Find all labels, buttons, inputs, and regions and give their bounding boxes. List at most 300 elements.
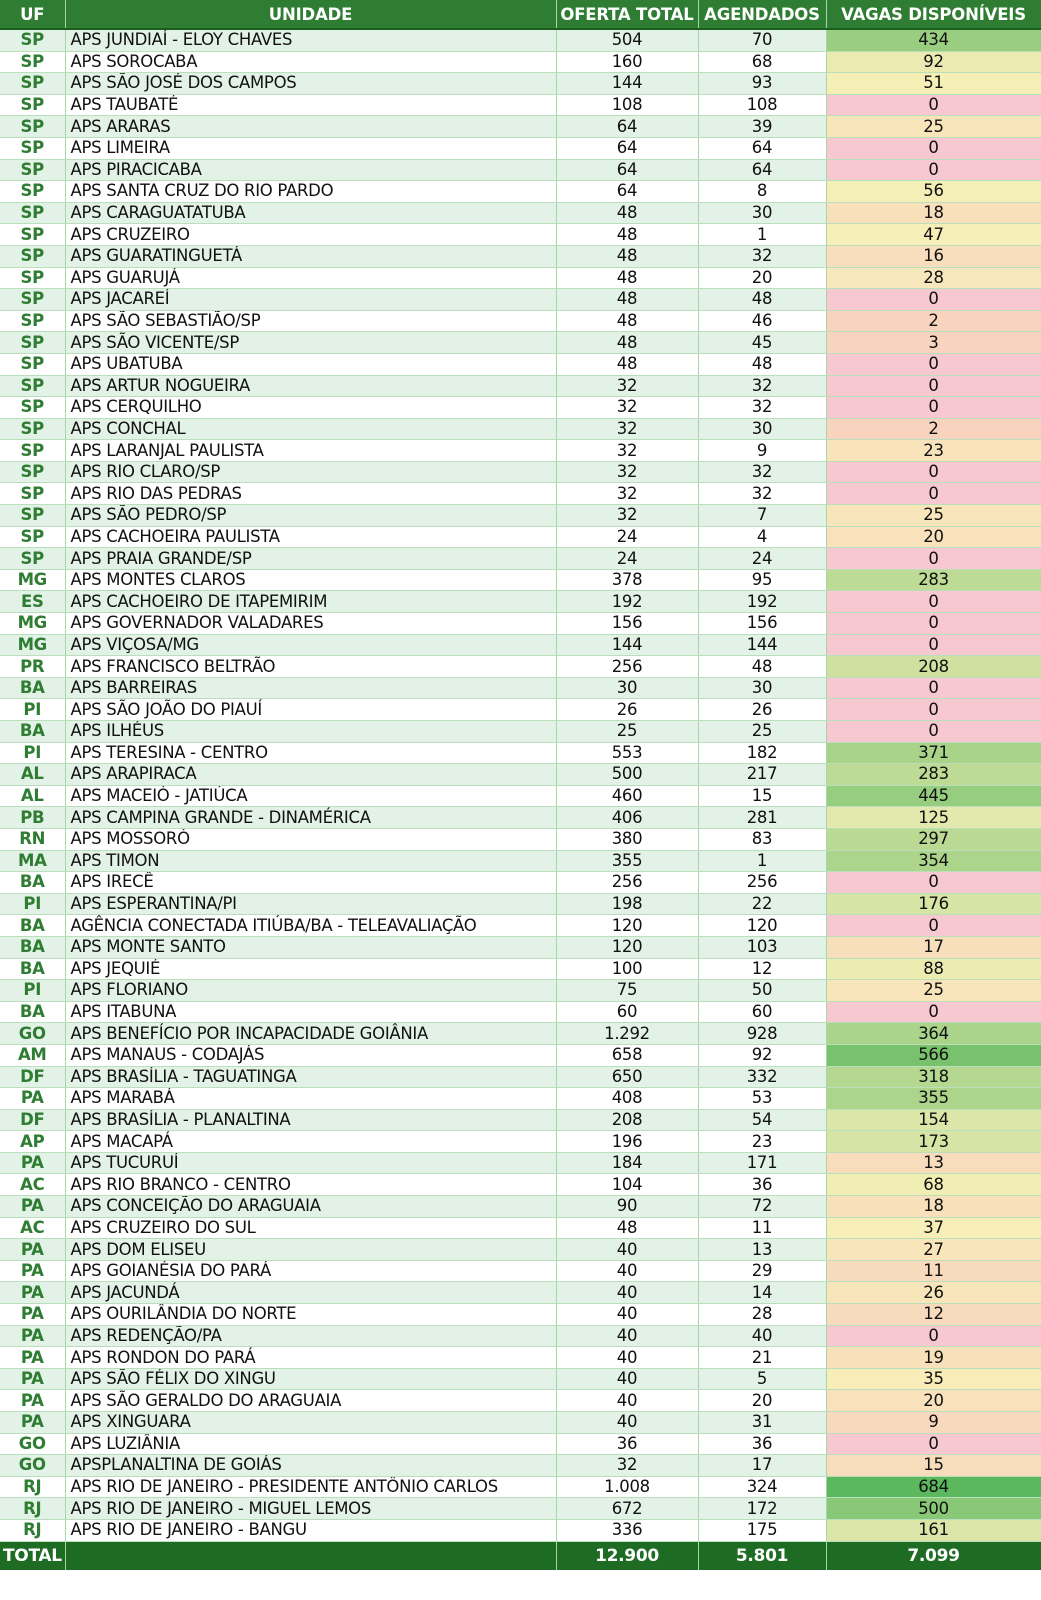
oferta-cell[interactable]: 40 bbox=[556, 1304, 698, 1326]
agendados-cell[interactable]: 28 bbox=[698, 1304, 826, 1326]
table-row[interactable] bbox=[0, 893, 1041, 915]
vagas-cell[interactable]: 371 bbox=[826, 742, 1041, 764]
oferta-cell[interactable]: 406 bbox=[556, 807, 698, 829]
agendados-cell[interactable]: 22 bbox=[698, 893, 826, 915]
uf-cell[interactable]: DF bbox=[0, 1066, 65, 1088]
table-row[interactable] bbox=[0, 1109, 1041, 1131]
vagas-cell[interactable]: 47 bbox=[826, 224, 1041, 246]
table-row[interactable] bbox=[0, 94, 1041, 116]
table-row[interactable] bbox=[0, 958, 1041, 980]
table-row[interactable] bbox=[0, 483, 1041, 505]
agendados-cell[interactable]: 60 bbox=[698, 1001, 826, 1023]
unidade-cell[interactable]: APS CERQUILHO bbox=[65, 397, 556, 419]
vagas-cell[interactable]: 208 bbox=[826, 656, 1041, 678]
header-vagas-disponiveis[interactable]: VAGAS DISPONÍVEIS bbox=[826, 0, 1041, 29]
uf-cell[interactable]: AM bbox=[0, 1044, 65, 1066]
oferta-cell[interactable]: 500 bbox=[556, 764, 698, 786]
uf-cell[interactable]: BA bbox=[0, 958, 65, 980]
unidade-cell[interactable]: APS ARTUR NOGUEIRA bbox=[65, 375, 556, 397]
table-row[interactable] bbox=[0, 1239, 1041, 1261]
oferta-cell[interactable]: 100 bbox=[556, 958, 698, 980]
vagas-cell[interactable]: 0 bbox=[826, 159, 1041, 181]
oferta-cell[interactable]: 256 bbox=[556, 872, 698, 894]
unidade-cell[interactable]: APS DOM ELISEU bbox=[65, 1239, 556, 1261]
vagas-cell[interactable]: 173 bbox=[826, 1131, 1041, 1153]
oferta-cell[interactable]: 64 bbox=[556, 116, 698, 138]
agendados-cell[interactable]: 15 bbox=[698, 785, 826, 807]
unidade-cell[interactable]: APS SÃO GERALDO DO ARAGUAIA bbox=[65, 1390, 556, 1412]
table-row[interactable] bbox=[0, 440, 1041, 462]
unidade-cell[interactable]: APS LUZIÂNIA bbox=[65, 1433, 556, 1455]
oferta-cell[interactable]: 32 bbox=[556, 397, 698, 419]
unidade-cell[interactable]: APS CONCHAL bbox=[65, 418, 556, 440]
vagas-cell[interactable]: 0 bbox=[826, 1433, 1041, 1455]
unidade-cell[interactable]: APS SÃO JOÃO DO PIAUÍ bbox=[65, 699, 556, 721]
table-row[interactable] bbox=[0, 1325, 1041, 1347]
uf-cell[interactable]: RJ bbox=[0, 1498, 65, 1520]
unidade-cell[interactable]: APS CRUZEIRO bbox=[65, 224, 556, 246]
oferta-cell[interactable]: 48 bbox=[556, 202, 698, 224]
table-row[interactable] bbox=[0, 1217, 1041, 1239]
oferta-cell[interactable]: 24 bbox=[556, 548, 698, 570]
oferta-cell[interactable]: 26 bbox=[556, 699, 698, 721]
agendados-cell[interactable]: 30 bbox=[698, 418, 826, 440]
agendados-cell[interactable]: 8 bbox=[698, 181, 826, 203]
agendados-cell[interactable]: 14 bbox=[698, 1282, 826, 1304]
uf-cell[interactable]: SP bbox=[0, 332, 65, 354]
table-row[interactable] bbox=[0, 1044, 1041, 1066]
agendados-cell[interactable]: 20 bbox=[698, 267, 826, 289]
table-row[interactable] bbox=[0, 828, 1041, 850]
table-row[interactable] bbox=[0, 1304, 1041, 1326]
table-row[interactable] bbox=[0, 1066, 1041, 1088]
unidade-cell[interactable]: APS ARAPIRACA bbox=[65, 764, 556, 786]
vagas-cell[interactable]: 0 bbox=[826, 699, 1041, 721]
oferta-cell[interactable]: 40 bbox=[556, 1260, 698, 1282]
vagas-cell[interactable]: 20 bbox=[826, 526, 1041, 548]
uf-cell[interactable]: PR bbox=[0, 656, 65, 678]
unidade-cell[interactable]: APS SÃO PEDRO/SP bbox=[65, 505, 556, 527]
unidade-cell[interactable]: APS SÃO JOSÉ DOS CAMPOS bbox=[65, 73, 556, 95]
vagas-cell[interactable]: 92 bbox=[826, 51, 1041, 73]
agendados-cell[interactable]: 48 bbox=[698, 289, 826, 311]
uf-cell[interactable]: AL bbox=[0, 764, 65, 786]
uf-cell[interactable]: SP bbox=[0, 418, 65, 440]
vagas-cell[interactable]: 0 bbox=[826, 915, 1041, 937]
agendados-cell[interactable]: 32 bbox=[698, 483, 826, 505]
vagas-cell[interactable]: 283 bbox=[826, 764, 1041, 786]
vagas-cell[interactable]: 318 bbox=[826, 1066, 1041, 1088]
agendados-cell[interactable]: 256 bbox=[698, 872, 826, 894]
oferta-cell[interactable]: 48 bbox=[556, 332, 698, 354]
vagas-cell[interactable]: 16 bbox=[826, 245, 1041, 267]
agendados-cell[interactable]: 92 bbox=[698, 1044, 826, 1066]
agendados-cell[interactable]: 324 bbox=[698, 1476, 826, 1498]
table-row[interactable] bbox=[0, 936, 1041, 958]
oferta-cell[interactable]: 336 bbox=[556, 1519, 698, 1541]
agendados-cell[interactable]: 156 bbox=[698, 613, 826, 635]
vagas-cell[interactable]: 445 bbox=[826, 785, 1041, 807]
oferta-cell[interactable]: 40 bbox=[556, 1390, 698, 1412]
agendados-cell[interactable]: 5 bbox=[698, 1368, 826, 1390]
unidade-cell[interactable]: APS CACHOEIRO DE ITAPEMIRIM bbox=[65, 591, 556, 613]
table-row[interactable] bbox=[0, 785, 1041, 807]
uf-cell[interactable]: SP bbox=[0, 483, 65, 505]
oferta-cell[interactable]: 36 bbox=[556, 1433, 698, 1455]
vagas-cell[interactable]: 0 bbox=[826, 634, 1041, 656]
oferta-cell[interactable]: 104 bbox=[556, 1174, 698, 1196]
uf-cell[interactable]: SP bbox=[0, 526, 65, 548]
agendados-cell[interactable]: 7 bbox=[698, 505, 826, 527]
table-row[interactable] bbox=[0, 1174, 1041, 1196]
table-row[interactable] bbox=[0, 807, 1041, 829]
vagas-cell[interactable]: 19 bbox=[826, 1347, 1041, 1369]
table-row[interactable] bbox=[0, 591, 1041, 613]
unidade-cell[interactable]: APS REDENÇÃO/PA bbox=[65, 1325, 556, 1347]
unidade-cell[interactable]: APS CARAGUATATUBA bbox=[65, 202, 556, 224]
table-row[interactable] bbox=[0, 1131, 1041, 1153]
uf-cell[interactable]: BA bbox=[0, 721, 65, 743]
oferta-cell[interactable]: 40 bbox=[556, 1325, 698, 1347]
unidade-cell[interactable]: APS MONTES CLAROS bbox=[65, 569, 556, 591]
vagas-cell[interactable]: 0 bbox=[826, 721, 1041, 743]
uf-cell[interactable]: PA bbox=[0, 1304, 65, 1326]
table-row[interactable] bbox=[0, 397, 1041, 419]
table-row[interactable] bbox=[0, 569, 1041, 591]
vagas-cell[interactable]: 0 bbox=[826, 94, 1041, 116]
table-row[interactable] bbox=[0, 1088, 1041, 1110]
oferta-cell[interactable]: 198 bbox=[556, 893, 698, 915]
oferta-cell[interactable]: 32 bbox=[556, 418, 698, 440]
oferta-cell[interactable]: 460 bbox=[556, 785, 698, 807]
table-row[interactable] bbox=[0, 267, 1041, 289]
table-row[interactable] bbox=[0, 1023, 1041, 1045]
table-row[interactable] bbox=[0, 1519, 1041, 1541]
table-row[interactable] bbox=[0, 1347, 1041, 1369]
uf-cell[interactable]: SP bbox=[0, 245, 65, 267]
unidade-cell[interactable]: APS CONCEIÇÃO DO ARAGUAIA bbox=[65, 1196, 556, 1218]
vagas-cell[interactable]: 27 bbox=[826, 1239, 1041, 1261]
vagas-cell[interactable]: 25 bbox=[826, 980, 1041, 1002]
agendados-cell[interactable]: 182 bbox=[698, 742, 826, 764]
vagas-cell[interactable]: 9 bbox=[826, 1412, 1041, 1434]
vagas-cell[interactable]: 13 bbox=[826, 1152, 1041, 1174]
unidade-cell[interactable]: APS IRECÊ bbox=[65, 872, 556, 894]
table-row[interactable] bbox=[0, 1196, 1041, 1218]
agendados-cell[interactable]: 40 bbox=[698, 1325, 826, 1347]
uf-cell[interactable]: SP bbox=[0, 29, 65, 51]
oferta-cell[interactable]: 672 bbox=[556, 1498, 698, 1520]
oferta-cell[interactable]: 378 bbox=[556, 569, 698, 591]
vagas-cell[interactable]: 566 bbox=[826, 1044, 1041, 1066]
unidade-cell[interactable]: APS SÃO FÉLIX DO XINGU bbox=[65, 1368, 556, 1390]
unidade-cell[interactable]: APS ILHÉUS bbox=[65, 721, 556, 743]
agendados-cell[interactable]: 32 bbox=[698, 245, 826, 267]
table-row[interactable] bbox=[0, 721, 1041, 743]
vagas-cell[interactable]: 2 bbox=[826, 310, 1041, 332]
unidade-cell[interactable]: APS JUNDIAÍ - ELOY CHAVES bbox=[65, 29, 556, 51]
agendados-cell[interactable]: 64 bbox=[698, 159, 826, 181]
agendados-cell[interactable]: 31 bbox=[698, 1412, 826, 1434]
agendados-cell[interactable]: 36 bbox=[698, 1174, 826, 1196]
uf-cell[interactable]: PB bbox=[0, 807, 65, 829]
agendados-cell[interactable]: 30 bbox=[698, 677, 826, 699]
unidade-cell[interactable]: APS MANAUS - CODAJÁS bbox=[65, 1044, 556, 1066]
uf-cell[interactable]: RN bbox=[0, 828, 65, 850]
agendados-cell[interactable]: 72 bbox=[698, 1196, 826, 1218]
vagas-cell[interactable]: 56 bbox=[826, 181, 1041, 203]
unidade-cell[interactable]: APS ESPERANTINA/PI bbox=[65, 893, 556, 915]
table-row[interactable] bbox=[0, 289, 1041, 311]
agendados-cell[interactable]: 23 bbox=[698, 1131, 826, 1153]
uf-cell[interactable]: MG bbox=[0, 634, 65, 656]
oferta-cell[interactable]: 64 bbox=[556, 181, 698, 203]
unidade-cell[interactable]: APS FLORIANO bbox=[65, 980, 556, 1002]
unidade-cell[interactable]: APS RONDON DO PARÁ bbox=[65, 1347, 556, 1369]
oferta-cell[interactable]: 380 bbox=[556, 828, 698, 850]
uf-cell[interactable]: SP bbox=[0, 181, 65, 203]
table-row[interactable] bbox=[0, 1390, 1041, 1412]
agendados-cell[interactable]: 48 bbox=[698, 353, 826, 375]
vagas-cell[interactable]: 125 bbox=[826, 807, 1041, 829]
vagas-cell[interactable]: 25 bbox=[826, 505, 1041, 527]
unidade-cell[interactable]: APS SÃO SEBASTIÃO/SP bbox=[65, 310, 556, 332]
table-row[interactable] bbox=[0, 1001, 1041, 1023]
table-row[interactable] bbox=[0, 51, 1041, 73]
uf-cell[interactable]: PA bbox=[0, 1088, 65, 1110]
agendados-cell[interactable]: 21 bbox=[698, 1347, 826, 1369]
uf-cell[interactable]: SP bbox=[0, 310, 65, 332]
table-row[interactable] bbox=[0, 1368, 1041, 1390]
table-row[interactable] bbox=[0, 332, 1041, 354]
uf-cell[interactable]: AC bbox=[0, 1174, 65, 1196]
table-row[interactable] bbox=[0, 742, 1041, 764]
vagas-cell[interactable]: 0 bbox=[826, 1325, 1041, 1347]
agendados-cell[interactable]: 217 bbox=[698, 764, 826, 786]
oferta-cell[interactable]: 40 bbox=[556, 1282, 698, 1304]
vagas-cell[interactable]: 0 bbox=[826, 483, 1041, 505]
unidade-cell[interactable]: APS LARANJAL PAULISTA bbox=[65, 440, 556, 462]
oferta-cell[interactable]: 108 bbox=[556, 94, 698, 116]
oferta-cell[interactable]: 40 bbox=[556, 1412, 698, 1434]
oferta-cell[interactable]: 355 bbox=[556, 850, 698, 872]
uf-cell[interactable]: SP bbox=[0, 137, 65, 159]
agendados-cell[interactable]: 103 bbox=[698, 936, 826, 958]
uf-cell[interactable]: SP bbox=[0, 548, 65, 570]
table-row[interactable] bbox=[0, 159, 1041, 181]
table-row[interactable] bbox=[0, 224, 1041, 246]
vagas-cell[interactable]: 2 bbox=[826, 418, 1041, 440]
unidade-cell[interactable]: APS RIO BRANCO - CENTRO bbox=[65, 1174, 556, 1196]
oferta-cell[interactable]: 32 bbox=[556, 375, 698, 397]
table-row[interactable] bbox=[0, 353, 1041, 375]
table-row[interactable] bbox=[0, 245, 1041, 267]
oferta-cell[interactable]: 32 bbox=[556, 440, 698, 462]
agendados-cell[interactable]: 171 bbox=[698, 1152, 826, 1174]
oferta-cell[interactable]: 553 bbox=[556, 742, 698, 764]
vagas-cell[interactable]: 28 bbox=[826, 267, 1041, 289]
agendados-cell[interactable]: 95 bbox=[698, 569, 826, 591]
unidade-cell[interactable]: APS TERESINA - CENTRO bbox=[65, 742, 556, 764]
vagas-cell[interactable]: 37 bbox=[826, 1217, 1041, 1239]
agendados-cell[interactable]: 45 bbox=[698, 332, 826, 354]
vagas-cell[interactable]: 0 bbox=[826, 397, 1041, 419]
unidade-cell[interactable]: APS SANTA CRUZ DO RIO PARDO bbox=[65, 181, 556, 203]
oferta-cell[interactable]: 160 bbox=[556, 51, 698, 73]
agendados-cell[interactable]: 25 bbox=[698, 721, 826, 743]
oferta-cell[interactable]: 156 bbox=[556, 613, 698, 635]
unidade-cell[interactable]: APS CACHOEIRA PAULISTA bbox=[65, 526, 556, 548]
oferta-cell[interactable]: 48 bbox=[556, 289, 698, 311]
agendados-cell[interactable]: 29 bbox=[698, 1260, 826, 1282]
unidade-cell[interactable]: APS FRANCISCO BELTRÃO bbox=[65, 656, 556, 678]
uf-cell[interactable]: MG bbox=[0, 569, 65, 591]
agendados-cell[interactable]: 30 bbox=[698, 202, 826, 224]
unidade-cell[interactable]: APS RIO CLARO/SP bbox=[65, 461, 556, 483]
vagas-cell[interactable]: 20 bbox=[826, 1390, 1041, 1412]
vagas-cell[interactable]: 283 bbox=[826, 569, 1041, 591]
vagas-cell[interactable]: 684 bbox=[826, 1476, 1041, 1498]
table-row[interactable] bbox=[0, 375, 1041, 397]
agendados-cell[interactable]: 281 bbox=[698, 807, 826, 829]
table-row[interactable] bbox=[0, 181, 1041, 203]
uf-cell[interactable]: PI bbox=[0, 742, 65, 764]
unidade-cell[interactable]: APS BRASÍLIA - TAGUATINGA bbox=[65, 1066, 556, 1088]
oferta-cell[interactable]: 40 bbox=[556, 1368, 698, 1390]
oferta-cell[interactable]: 504 bbox=[556, 29, 698, 51]
vagas-cell[interactable]: 0 bbox=[826, 613, 1041, 635]
unidade-cell[interactable]: APS BRASÍLIA - PLANALTINA bbox=[65, 1109, 556, 1131]
table-row[interactable] bbox=[0, 1498, 1041, 1520]
uf-cell[interactable]: ES bbox=[0, 591, 65, 613]
agendados-cell[interactable]: 4 bbox=[698, 526, 826, 548]
uf-cell[interactable]: SP bbox=[0, 94, 65, 116]
oferta-cell[interactable]: 120 bbox=[556, 936, 698, 958]
uf-cell[interactable]: BA bbox=[0, 872, 65, 894]
agendados-cell[interactable]: 1 bbox=[698, 224, 826, 246]
uf-cell[interactable]: SP bbox=[0, 505, 65, 527]
table-row[interactable] bbox=[0, 310, 1041, 332]
agendados-cell[interactable]: 50 bbox=[698, 980, 826, 1002]
unidade-cell[interactable]: APS RIO DE JANEIRO - PRESIDENTE ANTÔNIO CARLOS bbox=[65, 1476, 556, 1498]
unidade-cell[interactable]: APS MACAPÁ bbox=[65, 1131, 556, 1153]
oferta-cell[interactable]: 64 bbox=[556, 137, 698, 159]
unidade-cell[interactable]: APS BARREIRAS bbox=[65, 677, 556, 699]
table-row[interactable] bbox=[0, 461, 1041, 483]
vagas-cell[interactable]: 17 bbox=[826, 936, 1041, 958]
table-row[interactable] bbox=[0, 1152, 1041, 1174]
uf-cell[interactable]: AL bbox=[0, 785, 65, 807]
uf-cell[interactable]: PA bbox=[0, 1282, 65, 1304]
table-row[interactable] bbox=[0, 202, 1041, 224]
vagas-cell[interactable]: 0 bbox=[826, 289, 1041, 311]
agendados-cell[interactable]: 172 bbox=[698, 1498, 826, 1520]
uf-cell[interactable]: BA bbox=[0, 936, 65, 958]
vagas-cell[interactable]: 500 bbox=[826, 1498, 1041, 1520]
unidade-cell[interactable]: APS CAMPINA GRANDE - DINAMÉRICA bbox=[65, 807, 556, 829]
unidade-cell[interactable]: APS CRUZEIRO DO SUL bbox=[65, 1217, 556, 1239]
table-row[interactable] bbox=[0, 1455, 1041, 1477]
uf-cell[interactable]: GO bbox=[0, 1433, 65, 1455]
oferta-cell[interactable]: 208 bbox=[556, 1109, 698, 1131]
unidade-cell[interactable]: APS BENEFÍCIO POR INCAPACIDADE GOIÂNIA bbox=[65, 1023, 556, 1045]
unidade-cell[interactable]: APS LIMEIRA bbox=[65, 137, 556, 159]
uf-cell[interactable]: PA bbox=[0, 1152, 65, 1174]
table-row[interactable] bbox=[0, 116, 1041, 138]
vagas-cell[interactable]: 355 bbox=[826, 1088, 1041, 1110]
unidade-cell[interactable]: APS SOROCABA bbox=[65, 51, 556, 73]
uf-cell[interactable]: MA bbox=[0, 850, 65, 872]
table-row[interactable] bbox=[0, 677, 1041, 699]
agendados-cell[interactable]: 39 bbox=[698, 116, 826, 138]
agendados-cell[interactable]: 93 bbox=[698, 73, 826, 95]
oferta-cell[interactable]: 48 bbox=[556, 310, 698, 332]
unidade-cell[interactable]: APS PIRACICABA bbox=[65, 159, 556, 181]
vagas-cell[interactable]: 0 bbox=[826, 353, 1041, 375]
agendados-cell[interactable]: 144 bbox=[698, 634, 826, 656]
unidade-cell[interactable]: APS XINGUARA bbox=[65, 1412, 556, 1434]
uf-cell[interactable]: PA bbox=[0, 1260, 65, 1282]
table-row[interactable] bbox=[0, 1476, 1041, 1498]
vagas-cell[interactable]: 88 bbox=[826, 958, 1041, 980]
unidade-cell[interactable]: APS MONTE SANTO bbox=[65, 936, 556, 958]
uf-cell[interactable]: BA bbox=[0, 677, 65, 699]
vagas-cell[interactable]: 0 bbox=[826, 548, 1041, 570]
oferta-cell[interactable]: 650 bbox=[556, 1066, 698, 1088]
uf-cell[interactable]: SP bbox=[0, 202, 65, 224]
unidade-cell[interactable]: APS ITABUNA bbox=[65, 1001, 556, 1023]
agendados-cell[interactable]: 12 bbox=[698, 958, 826, 980]
agendados-cell[interactable]: 108 bbox=[698, 94, 826, 116]
agendados-cell[interactable]: 11 bbox=[698, 1217, 826, 1239]
uf-cell[interactable]: PA bbox=[0, 1347, 65, 1369]
uf-cell[interactable]: PA bbox=[0, 1325, 65, 1347]
uf-cell[interactable]: RJ bbox=[0, 1519, 65, 1541]
unidade-cell[interactable]: APS MACEIÓ - JATIÚCA bbox=[65, 785, 556, 807]
uf-cell[interactable]: PA bbox=[0, 1412, 65, 1434]
oferta-cell[interactable]: 408 bbox=[556, 1088, 698, 1110]
agendados-cell[interactable]: 48 bbox=[698, 656, 826, 678]
vagas-cell[interactable]: 68 bbox=[826, 1174, 1041, 1196]
table-row[interactable] bbox=[0, 850, 1041, 872]
oferta-cell[interactable]: 40 bbox=[556, 1347, 698, 1369]
agendados-cell[interactable]: 26 bbox=[698, 699, 826, 721]
unidade-cell[interactable]: APS UBATUBA bbox=[65, 353, 556, 375]
agendados-cell[interactable]: 928 bbox=[698, 1023, 826, 1045]
vagas-cell[interactable]: 12 bbox=[826, 1304, 1041, 1326]
agendados-cell[interactable]: 13 bbox=[698, 1239, 826, 1261]
header-uf[interactable]: UF bbox=[0, 0, 65, 29]
agendados-cell[interactable]: 332 bbox=[698, 1066, 826, 1088]
vagas-cell[interactable]: 176 bbox=[826, 893, 1041, 915]
uf-cell[interactable]: BA bbox=[0, 915, 65, 937]
oferta-cell[interactable]: 256 bbox=[556, 656, 698, 678]
vagas-cell[interactable]: 354 bbox=[826, 850, 1041, 872]
oferta-cell[interactable]: 60 bbox=[556, 1001, 698, 1023]
vagas-cell[interactable]: 23 bbox=[826, 440, 1041, 462]
oferta-cell[interactable]: 120 bbox=[556, 915, 698, 937]
oferta-cell[interactable]: 64 bbox=[556, 159, 698, 181]
vagas-cell[interactable]: 161 bbox=[826, 1519, 1041, 1541]
table-row[interactable] bbox=[0, 73, 1041, 95]
uf-cell[interactable]: AP bbox=[0, 1131, 65, 1153]
oferta-cell[interactable]: 658 bbox=[556, 1044, 698, 1066]
unidade-cell[interactable]: APS JACUNDÁ bbox=[65, 1282, 556, 1304]
uf-cell[interactable]: SP bbox=[0, 159, 65, 181]
unidade-cell[interactable]: APS PRAIA GRANDE/SP bbox=[65, 548, 556, 570]
uf-cell[interactable]: SP bbox=[0, 116, 65, 138]
agendados-cell[interactable]: 32 bbox=[698, 461, 826, 483]
